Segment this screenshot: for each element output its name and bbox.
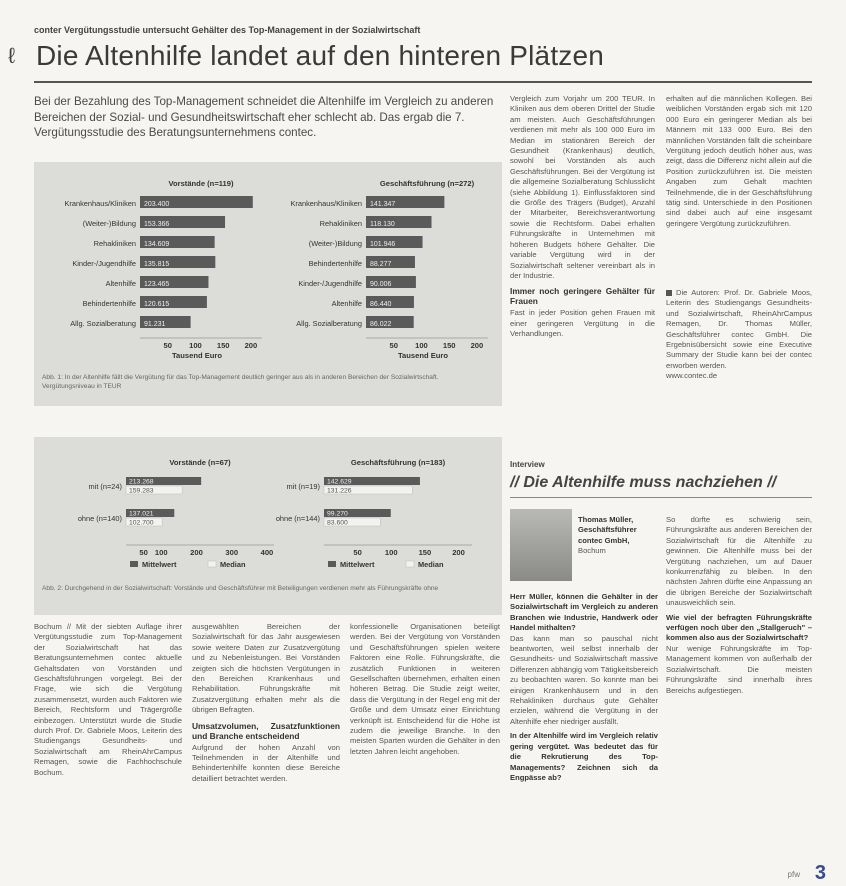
category-label: Behindertenhilfe (82, 299, 136, 308)
category-label: mit (n=19) (286, 482, 320, 491)
figure-2-caption: Abb. 2: Durchgehend in der Sozialwirtschaft: Vorstände und Geschäftsführer mit Beteiligungen verdienen mehr als Führungskräfte ohne (42, 585, 439, 592)
category-label: Behindertenhilfe (308, 259, 362, 268)
headline: Die Altenhilfe landet auf den hinteren Plätzen (36, 40, 605, 71)
subheading: Immer noch geringere Gehälter für Frauen (510, 286, 655, 307)
x-tick-label: 100 (415, 341, 428, 350)
legend-label: Median (220, 560, 246, 569)
x-tick-label: 150 (418, 548, 432, 557)
person-city: Bochum (578, 546, 606, 556)
bar-value-label: 123.465 (144, 281, 170, 288)
bar-value-label: 99.270 (327, 510, 348, 518)
bar-value-label: 86.440 (370, 301, 392, 308)
x-tick-label: 50 (139, 548, 148, 557)
category-label: Kinder-/Jugendhilfe (298, 279, 362, 288)
chart-title: Vorstände (n=67) (169, 458, 231, 467)
x-tick-label: 300 (225, 548, 239, 557)
bar-value-label: 142.629 (327, 478, 352, 486)
interview-column-2 (666, 515, 812, 860)
bar-value-label: 135.815 (144, 261, 170, 268)
chart-title: Geschäftsführung (n=183) (350, 458, 446, 467)
interview-person (578, 515, 658, 575)
chart-vorstaende-bereich (34, 162, 502, 376)
category-label: (Weiter-)Bildung (82, 219, 136, 228)
person-name: Thomas Müller, (578, 515, 634, 524)
article-text: Fast in jeder Position gehen Frauen mit einer geringeren Vergütung in die Verhandlungen. (510, 308, 655, 339)
category-label: Krankenhaus/Kliniken (290, 199, 362, 208)
article-column-1 (34, 622, 182, 878)
bar-value-label: 159.283 (129, 487, 154, 495)
bar-value-label: 86.022 (370, 321, 392, 328)
x-tick-label: 150 (442, 341, 456, 350)
category-label: ohne (n=140) (77, 514, 122, 523)
article-column-3 (510, 94, 655, 412)
category-label: Altenhilfe (105, 279, 136, 288)
category-label: Rehakliniken (93, 239, 136, 248)
category-label: Allg. Sozialberatung (296, 319, 362, 328)
interview-question: In der Altenhilfe wird im Vergleich relativ gering vergütet. Was bedeutet das für die Rekrutierung des Top-Managements? Zeichnen sich da Engpässe ab? (510, 731, 658, 782)
chart-zusatzfunktion (34, 437, 502, 585)
legend-swatch-median (208, 561, 216, 567)
legend-label: Mittelwert (340, 560, 375, 569)
legend-label: Median (418, 560, 444, 569)
subheading: Umsatzvolumen, Zusatzfunktionen und Branche entscheidend (192, 720, 340, 741)
bar-value-label: 131.226 (327, 487, 352, 495)
author-link[interactable]: www.contec.de (666, 371, 718, 381)
category-label: (Weiter-)Bildung (308, 239, 362, 248)
bar-value-label: 141.347 (370, 201, 396, 208)
category-label: Allg. Sozialberatung (70, 319, 136, 328)
portrait-photo (510, 509, 572, 581)
article-text: ausgewählten Bereichen der Sozialwirtschaft für das Jahr ausgewiesen sowie weitere Daten zur Zusatzvergütung und zu Nebenleistungen. Bei Vorständen zeigten sich die höchsten Vergütungen in den Bereichen Krankenhaus und Rehabilitation. Führungskräfte mit Zusatzvergütung erhalten mehr als die übrigen Befragten. (192, 622, 340, 715)
x-tick-label: 100 (384, 548, 398, 557)
article-text: konfessionelle Organisationen beteiligt werden. Bei der Vergütung von Vorständen und Geschäftsführungen spielen weitere Faktoren eine Rolle. Führungskräfte, die zusätzlich Funktionen in weiteren Gesellschaften übernehmen, erhalten einen höheren Betrag. Die Studie zeigt weiter, dass die Vergütung in der Regel eng mit der Größe und dem Umsatz einer Einrichtung verknüpft ist. Entscheidend für die Höhe ist zudem die jeweilige Branche. In den meisten Sparten wurden die Gehälter in den letzten Jahren leicht angehoben. (350, 622, 500, 756)
bar-value-label: 213.268 (129, 478, 154, 486)
category-label: Kinder-/Jugendhilfe (72, 259, 136, 268)
bar-value-label: 153.366 (144, 221, 170, 228)
kicker: conter Vergütungsstudie untersucht Gehälter des Top-Management in der Sozialwirtschaft (34, 25, 421, 35)
interview-question: Wie viel der befragten Führungskräfte verfügen noch über den „Stallgeruch" – kommen also aus der Sozialwirtschaft? (666, 612, 812, 643)
bar-value-label: 91.231 (144, 321, 166, 328)
x-tick-label: 100 (154, 548, 168, 557)
category-label: Krankenhaus/Kliniken (64, 199, 136, 208)
bar-value-label: 90.006 (370, 281, 392, 288)
figure-1 (34, 162, 502, 406)
article-text: Vergleich zum Vorjahr um 200 TEUR. In Kliniken aus dem oberen Drittel der Studie am meisten. Auch Geschäftsführungen verdienen mit mehr als 100 000 Euro im Median im stationären Bereich der Gesundheit (Krankenhaus) deutlich, sowohl bei Vorständen als auch Geschäftsführungen. Bei der Vergütung ist die allgemeine Sozialberatung Schlusslicht (siehe Abbildung 1). Einflussfaktoren sind die Größe des Trägers (Budget), Anzahl der Mitarbeiter, Bereichsverantwortung sowie die Rechtsform. Dabei erhalten Führungskräfte in Unternehmen mit höheren Budgets höhere Gehälter. Die variable Vergütung wird in der Sozialwirtschaft seltener vereinbart als in der Industrie. (510, 94, 655, 280)
bar-value-label: 83.600 (327, 519, 348, 527)
interview-rule (510, 497, 812, 498)
category-label: Rehakliniken (319, 219, 362, 228)
headline-rule (34, 81, 812, 83)
bullet-square-icon (666, 290, 672, 296)
handwritten-mark: ℓ (8, 43, 16, 68)
interview-answer: So dürfte es schwierig sein, Führungskräfte aus anderen Bereichen der Sozialwirtschaft für die Altenhilfe zu gewinnen. Die Altenhilfe muss bei der Vergütung nachziehen, um auf Dauer konkurrenzfähig zu bleiben. In den nächsten Jahren dürfte eine Anpassung an die übrigen Bereiche der Sozialwirtschaft unausweichlich sein. (666, 515, 812, 608)
category-label: mit (n=24) (88, 482, 122, 491)
article-column-2 (192, 622, 340, 878)
chart-title: Vorstände (n=119) (168, 179, 234, 188)
interview-column-1 (510, 592, 658, 880)
article-text: Bochum // Mit der siebten Auflage ihrer Vergütungsstudie zum Top-Management der Sozialwirtschaft hat das Beratungsunternehmen contec aktuelle Gehaltsdaten von Vorständen und Geschäftsführungen vorgelegt. Bei der Frage, wie sich die Vergütung zusammensetzt, wurden auch Faktoren wie Bereich, Rechtsform und Trägergröße einbezogen. Unterstützt wurde die Studie durch Prof. Dr. Gabriele Moos, Leiterin des Studiengangs Gesundheits- und Sozialwirtschaft am RheinAhrCampus Remagen, sowie die Fachhochschule Bochum. (34, 622, 182, 777)
legend-swatch-median (406, 561, 414, 567)
x-tick-label: 400 (260, 548, 274, 557)
bar-value-label: 137.021 (129, 510, 154, 518)
author-note (666, 288, 812, 412)
figure-1-caption: Abb. 1: In der Altenhilfe fällt die Vergütung für das Top-Management deutlich geringer aus als in anderen Bereichen der Sozialwirtschaft. Vergütungsniveau in TEUR (42, 374, 439, 390)
interview-answer: Das kann man so pauschal nicht beantworten, weil selbst innerhalb der Gesundheits- und Sozialwirtschaft massive Differenzen abhängig vom Tätigkeitsbereich zu beobachten waren. So konnte man bei einigen Krankenhäusern und in den Rehakliniken durchaus gute Gehälter erzielen, während die Vergütung in der Altenhilfe eher niedriger ausfällt. (510, 633, 658, 726)
page-label: pfw (787, 870, 800, 879)
figure-2 (34, 437, 502, 615)
article-text: Aufgrund der hohen Anzahl von Teilnehmenden in der Altenhilfe und Behindertenhilfe konnten diese Bereiche detailliert betrachtet werden. (192, 742, 340, 783)
interview-title: // Die Altenhilfe muss nachziehen // (510, 474, 777, 491)
x-tick-label: 200 (470, 341, 484, 350)
bar-value-label: 203.400 (144, 201, 170, 208)
bar-value-label: 120.615 (144, 301, 170, 308)
x-tick-label: 200 (190, 548, 203, 557)
page-number: 3 (814, 862, 826, 884)
x-tick-label: 50 (389, 341, 398, 350)
category-label: ohne (n=144) (275, 514, 320, 523)
article-text: erhalten auf die männlichen Kollegen. Bei weiblichen Vorständen ergab sich mit 120 000 Euro ein geringerer Median als bei Männern mit 133 000 Euro. Bei den männlichen Vorständen fällt die scheinbare Vergütung jedoch deutlich höher aus, was zeigt, dass die Differenz nicht allein auf die Position zurückzuführen ist. Die meisten Angaben zum Gehalt machten Teilnehmende, die in der Geschäftsführung tätig sind. Unterschiede in den Positionen sind dabei auch auf eine insgesamt geringere Vergütung zurückzuführen. (666, 94, 812, 228)
x-tick-label: 100 (189, 341, 202, 350)
x-tick-label: 150 (216, 341, 230, 350)
legend-label: Mittelwert (142, 560, 177, 569)
x-tick-label: 50 (353, 548, 362, 557)
x-tick-label: 200 (452, 548, 465, 557)
interview-tag: Interview (510, 460, 545, 469)
person-role: Geschäftsführer contec GmbH, (578, 525, 637, 545)
x-axis-label: Tausend Euro (171, 351, 223, 360)
interview-question: Herr Müller, können die Gehälter in der Sozialwirtschaft im Vergleich zu anderen Branchen wie Industrie, Handwerk oder Handel mithalten? (510, 592, 658, 633)
interview-answer: Nur wenige Führungskräfte im Top-Management kommen von außerhalb der Sozialwirtschaft. Die meisten Führungskräfte sind innerhalb ihres Bereichs aufgestiegen. (666, 643, 812, 695)
category-label: Altenhilfe (331, 299, 362, 308)
article-column-4 (666, 94, 812, 282)
x-tick-label: 50 (163, 341, 172, 350)
bar-value-label: 118.130 (370, 221, 395, 228)
bar-value-label: 88.277 (370, 261, 392, 268)
lead-paragraph: Bei der Bezahlung des Top-Management schneidet die Altenhilfe im Vergleich zu anderen Bereichen der Sozial- und Gesundheitswirtschaft eher schlecht ab. Das ergab die 7. Vergütungsstudie des Beratungsunternehmens contec. (34, 95, 494, 139)
legend-swatch-mittelwert (328, 561, 336, 567)
bar-value-label: 134.609 (144, 241, 170, 248)
legend-swatch-mittelwert (130, 561, 138, 567)
x-axis-label: Tausend Euro (397, 351, 449, 360)
article-column-2b (350, 622, 500, 878)
bar-value-label: 102.700 (129, 519, 154, 527)
x-tick-label: 200 (244, 341, 258, 350)
chart-title: Geschäftsführung (n=272) (379, 179, 475, 188)
author-note-text: Die Autoren: Prof. Dr. Gabriele Moos, Leiterin des Studiengangs Gesundheits- und Sozialwirtschaft, RheinAhrCampus Remagen, Dr. Thomas Müller, Geschäftsführer contec GmbH. Die Ergebnisübersicht sowie eine Executive Summary der Studie kann bei der contec erworben werden. (666, 288, 812, 370)
bar-value-label: 101.946 (370, 241, 396, 248)
